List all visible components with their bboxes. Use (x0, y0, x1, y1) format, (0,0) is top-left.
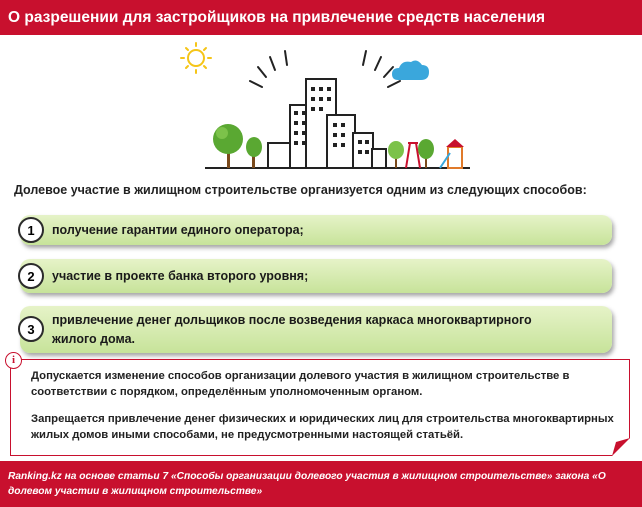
buildings (268, 79, 386, 168)
tree-icon (213, 124, 243, 168)
playground-icon (406, 139, 464, 168)
list-item (20, 215, 612, 245)
city-illustration (0, 35, 642, 175)
number-badge: 2 (18, 263, 44, 289)
number-badge: 1 (18, 217, 44, 243)
info-icon: i (5, 352, 22, 369)
page-curl-icon (612, 438, 630, 456)
list-item (20, 259, 612, 293)
list-item (20, 306, 612, 353)
intro-text: Долевое участие в жилищном строительстве организуется одним из следующих способов: (14, 183, 587, 197)
page-title: О разрешении для застройщиков на привлечение средств населения (0, 0, 642, 35)
note-paragraph: Запрещается привлечение денег физических и юридических лиц для строительства многоквартирных жилых домов иными способами, не предусмотренными настоящей статьёй. (31, 413, 614, 441)
info-note (10, 354, 630, 456)
source-footer: Ranking.kz на основе статьи 7 «Способы организации долевого участия в жилищном строительстве» закона «О долевом участии в жилищном строительстве» (0, 461, 642, 507)
sun-icon (181, 43, 211, 73)
tree-icon (246, 137, 262, 168)
list-item-text: получение гарантии единого оператора; (52, 222, 304, 237)
list-item-text: привлечение денег дольщиков после возведения каркаса многоквартирного жилого дома. (52, 312, 532, 346)
note-paragraph: Допускается изменение способов организации долевого участия в жилищном строительстве в соответствии с порядком, определённым уполномоченным органом. (31, 370, 570, 398)
list-item-text: участие в проекте банка второго уровня; (52, 268, 309, 283)
cloud-icon (392, 61, 429, 80)
number-badge: 3 (18, 316, 44, 342)
